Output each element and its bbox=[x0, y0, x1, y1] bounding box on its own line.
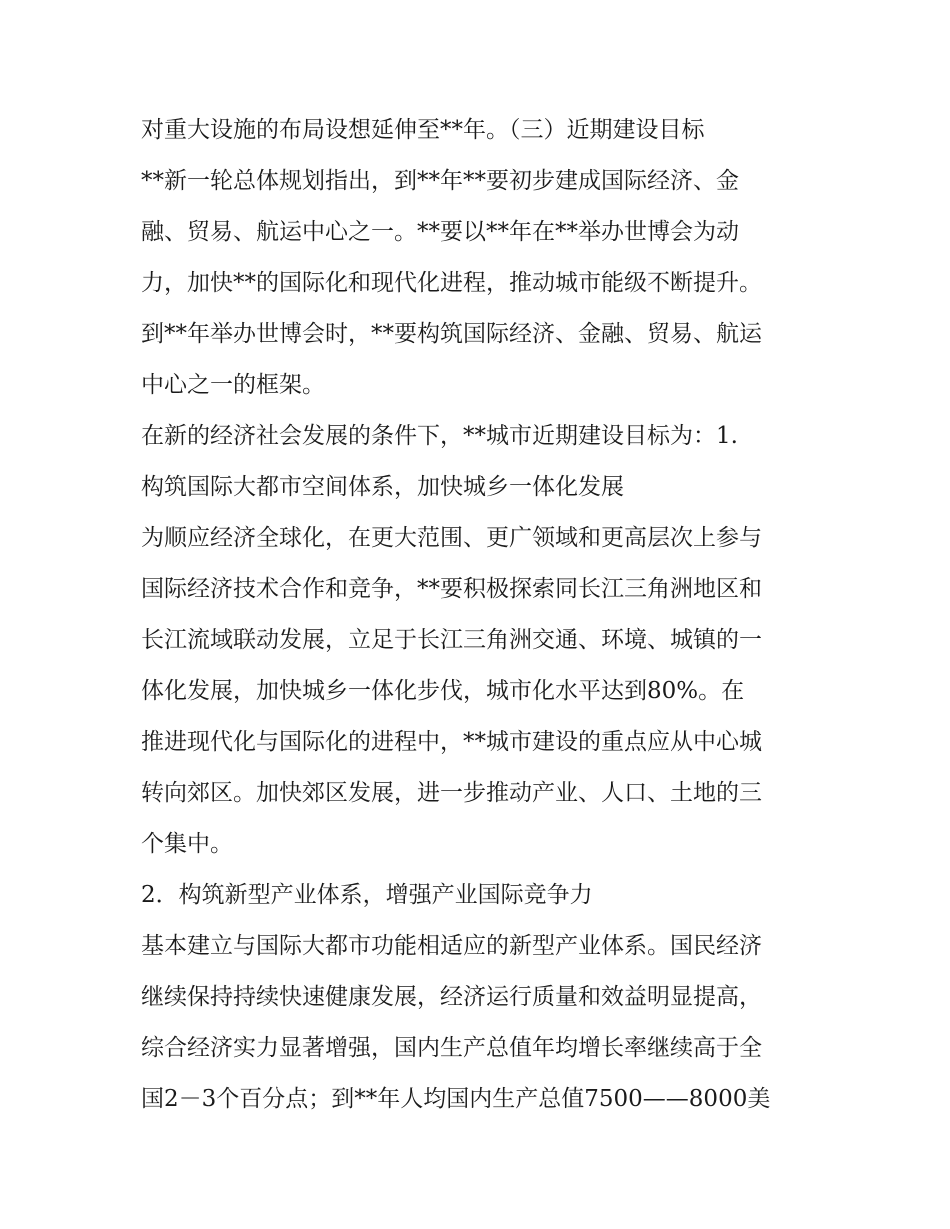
text-line: 体化发展，加快城乡一体化步伐，城市化水平达到80%。在 bbox=[141, 678, 745, 704]
text-line: 到**年举办世博会时，**要构筑国际经济、金融、贸易、航运 bbox=[141, 321, 762, 347]
text-line: 基本建立与国际大都市功能相适应的新型产业体系。国民经济 bbox=[141, 933, 762, 959]
text-line: 构筑国际大都市空间体系，加快城乡一体化发展 bbox=[141, 474, 624, 500]
text-line: 中心之一的框架。 bbox=[141, 372, 325, 398]
text-line: 在新的经济社会发展的条件下，**城市近期建设目标为：1. bbox=[141, 423, 738, 449]
text-line: 力，加快**的国际化和现代化进程，推动城市能级不断提升。 bbox=[141, 270, 762, 296]
document-body bbox=[141, 105, 821, 1125]
text-line: 国2－3个百分点；到**年人均国内生产总值7500——8000美 bbox=[141, 1086, 771, 1112]
text-line: 对重大设施的布局设想延伸至**年。（三）近期建设目标 bbox=[141, 117, 705, 143]
text-line: 转向郊区。加快郊区发展，进一步推动产业、人口、土地的三 bbox=[141, 780, 762, 806]
text-line: 综合经济实力显著增强，国内生产总值年均增长率继续高于全 bbox=[141, 1035, 762, 1061]
text-line: **新一轮总体规划指出，到**年**要初步建成国际经济、金 bbox=[141, 168, 739, 194]
text-line: 融、贸易、航运中心之一。**要以**年在**举办世博会为动 bbox=[141, 219, 739, 245]
text-line: 2．构筑新型产业体系，增强产业国际竞争力 bbox=[141, 882, 593, 908]
text-line: 为顺应经济全球化，在更大范围、更广领域和更高层次上参与 bbox=[141, 525, 762, 551]
text-line: 继续保持持续快速健康发展，经济运行质量和效益明显提高， bbox=[141, 984, 762, 1010]
text-line: 推进现代化与国际化的进程中，**城市建设的重点应从中心城 bbox=[141, 729, 762, 755]
text-line: 长江流域联动发展，立足于长江三角洲交通、环境、城镇的一 bbox=[141, 627, 762, 653]
text-line: 个集中。 bbox=[141, 831, 233, 857]
text-line: 国际经济技术合作和竞争，**要积极探索同长江三角洲地区和 bbox=[141, 576, 762, 602]
